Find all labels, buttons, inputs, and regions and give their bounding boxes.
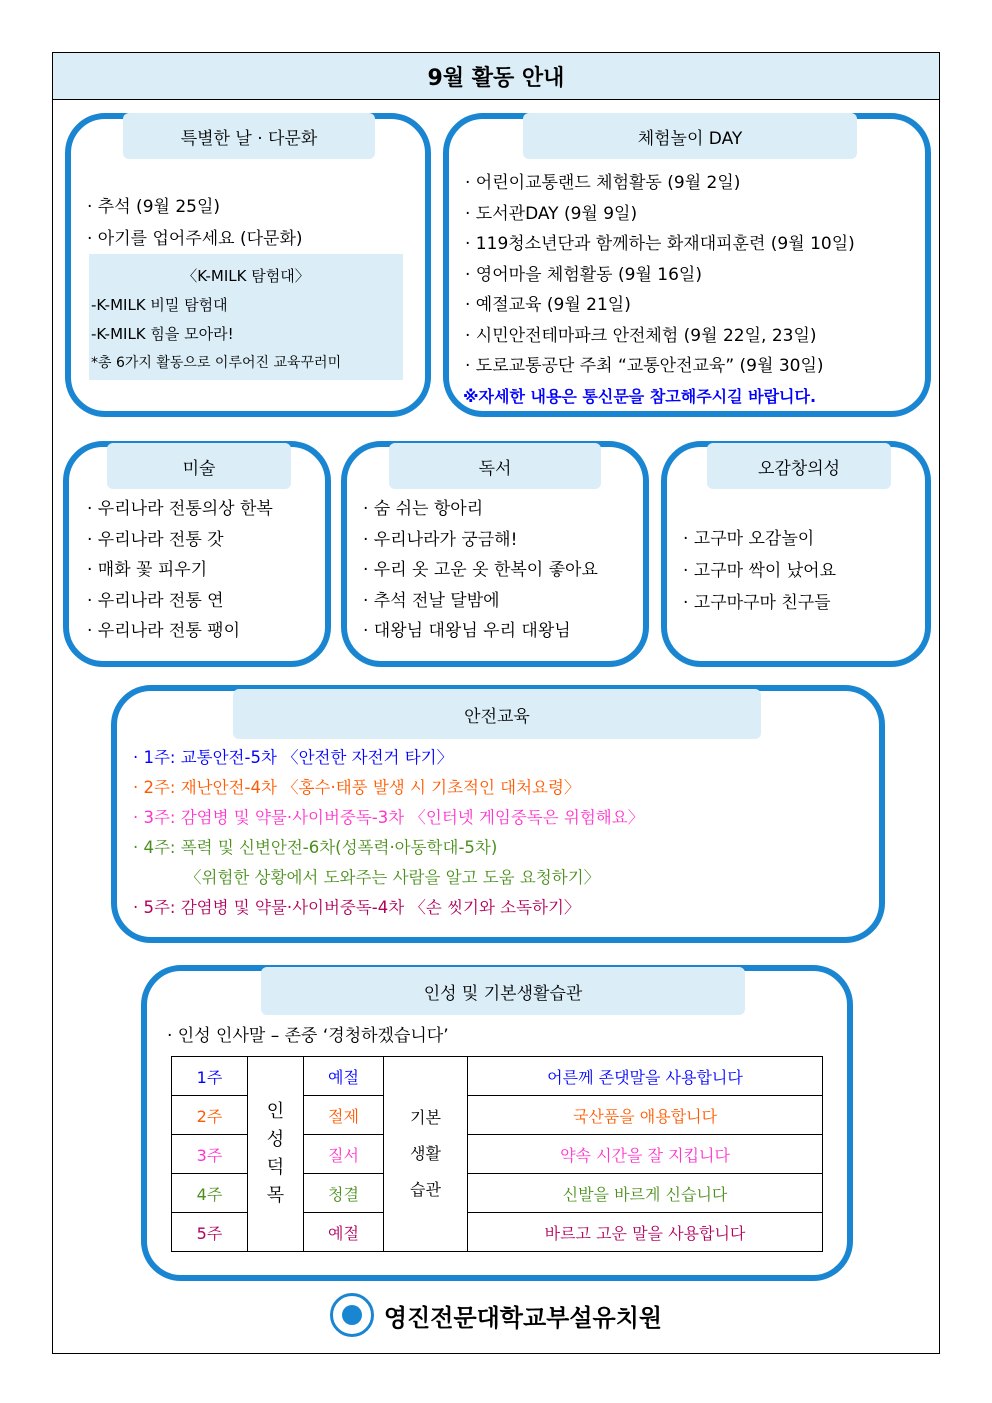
page-title: 9월 활동 안내 — [53, 53, 939, 100]
habit-table — [171, 1056, 823, 1252]
safety-list — [133, 743, 644, 923]
table-cell: 1주 — [172, 1057, 248, 1096]
list-item: · 대왕님 대왕님 우리 대왕님 — [363, 621, 571, 641]
special-day-list — [87, 191, 303, 255]
list-item: · 우리나라 전통의상 한복 — [87, 499, 273, 519]
kmilk-line: *총 6가지 활동으로 이루어진 교육꾸러미 — [91, 355, 342, 371]
list-item: · 도서관DAY (9월 9일) — [465, 203, 638, 224]
list-item: · 매화 꽃 피우기 — [87, 560, 208, 580]
school-logo-icon — [330, 1293, 374, 1337]
art-list — [87, 494, 273, 647]
table-cell: 예절 — [304, 1057, 384, 1096]
table-cell: 2주 — [172, 1096, 248, 1135]
list-item: · 어린이교통랜드 체험활동 (9월 2일) — [465, 173, 741, 193]
list-item: · 우리나라 전통 팽이 — [87, 621, 240, 641]
list-item: · 고구마 싹이 났어요 — [683, 561, 836, 581]
special-day-head: 특별한 날 · 다문화 — [123, 113, 375, 159]
table-cell: 약속 시간을 잘 지킵니다 — [468, 1135, 823, 1174]
safety-head: 안전교육 — [233, 689, 761, 739]
footer — [53, 1293, 939, 1337]
list-item: · 아기를 업어주세요 (다문화) — [87, 229, 303, 249]
list-item: · 추석 (9월 25일) — [87, 197, 221, 217]
list-item: · 고구마 오감놀이 — [683, 529, 815, 549]
table-cell: 바르고 고운 말을 사용합니다 — [468, 1213, 823, 1252]
character-greeting: · 인성 인사말 – 존중 ‘경청하겠습니다’ — [167, 1026, 449, 1046]
senses-list — [683, 523, 836, 619]
list-item: · 추석 전날 달밤에 — [363, 590, 500, 611]
kmilk-panel — [89, 254, 403, 380]
reading-list — [363, 494, 598, 647]
table-cell: 3주 — [172, 1135, 248, 1174]
safety-line: · 4주: 폭력 및 신변안전-6차(성폭력·아동학대-5차) — [133, 838, 498, 857]
list-item: · 시민안전테마파크 안전체험 (9월 22일, 23일) — [465, 325, 817, 346]
table-cell: 4주 — [172, 1174, 248, 1213]
habit-label — [384, 1057, 468, 1252]
experience-list — [465, 168, 855, 382]
kmilk-title: 〈K-MILK 탐험대〉 — [182, 267, 310, 285]
list-item: · 고구마구마 친구들 — [683, 593, 831, 613]
habit-char: 습관 — [410, 1180, 441, 1199]
experience-head: 체험놀이 DAY — [523, 113, 857, 159]
character-head: 인성 및 기본생활습관 — [261, 967, 745, 1015]
virtue-char: 덕 — [266, 1157, 285, 1178]
art-head: 미술 — [107, 443, 291, 489]
safety-line: · 5주: 감염병 및 약물·사이버중독-4차 〈손 씻기와 소독하기〉 — [133, 898, 581, 917]
table-cell: 신발을 바르게 신습니다 — [468, 1174, 823, 1213]
table-cell: 예절 — [304, 1213, 384, 1252]
table-cell: 청결 — [304, 1174, 384, 1213]
list-item: · 도로교통공단 주최 “교통안전교육” (9월 30일) — [465, 356, 824, 376]
list-item: · 우리 옷 고운 옷 한복이 좋아요 — [363, 560, 598, 580]
school-name: 영진전문대학교부설유치원 — [383, 1303, 663, 1332]
table-cell: 어른께 존댓말을 사용합니다 — [468, 1057, 823, 1096]
page-frame — [52, 52, 940, 1354]
habit-char: 기본 — [410, 1108, 441, 1127]
reading-head: 독서 — [389, 443, 601, 489]
safety-line: · 1주: 교통안전-5차 〈안전한 자전거 타기〉 — [133, 748, 454, 767]
safety-line: · 3주: 감염병 및 약물·사이버중독-3차 〈인터넷 게임중독은 위험해요〉 — [133, 808, 645, 827]
habit-char: 생활 — [410, 1144, 441, 1163]
safety-line: · 2주: 재난안전-4차 〈홍수·태풍 발생 시 기초적인 대처요령〉 — [133, 778, 581, 797]
kmilk-line: -K-MILK 힘을 모아라! — [91, 325, 234, 343]
list-item: · 119청소년단과 함께하는 화재대피훈련 (9월 10일) — [465, 234, 855, 254]
table-cell: 질서 — [304, 1135, 384, 1174]
list-item: · 영어마을 체험활동 (9월 16일) — [465, 264, 702, 285]
list-item: · 우리나라 전통 갓 — [87, 529, 224, 550]
safety-line: 〈위험한 상황에서 도와주는 사람을 알고 도움 요청하기〉 — [185, 868, 601, 887]
table-cell: 절제 — [304, 1096, 384, 1135]
virtue-char: 인 — [266, 1101, 285, 1122]
virtue-char: 성 — [266, 1129, 285, 1150]
table-row — [172, 1057, 823, 1096]
virtue-char: 목 — [266, 1185, 285, 1206]
list-item: · 우리나라 전통 연 — [87, 590, 224, 611]
table-cell: 국산품을 애용합니다 — [468, 1096, 823, 1135]
list-item: · 우리나라가 궁금해! — [363, 529, 518, 550]
virtue-label — [248, 1057, 304, 1252]
experience-note: ※자세한 내용은 통신문을 참고해주시길 바랍니다. — [463, 387, 817, 406]
table-cell: 5주 — [172, 1213, 248, 1252]
list-item: · 예절교육 (9월 21일) — [465, 295, 631, 315]
senses-head: 오감창의성 — [707, 443, 891, 489]
kmilk-line: -K-MILK 비밀 탐험대 — [91, 296, 228, 314]
list-item: · 숨 쉬는 항아리 — [363, 499, 484, 519]
